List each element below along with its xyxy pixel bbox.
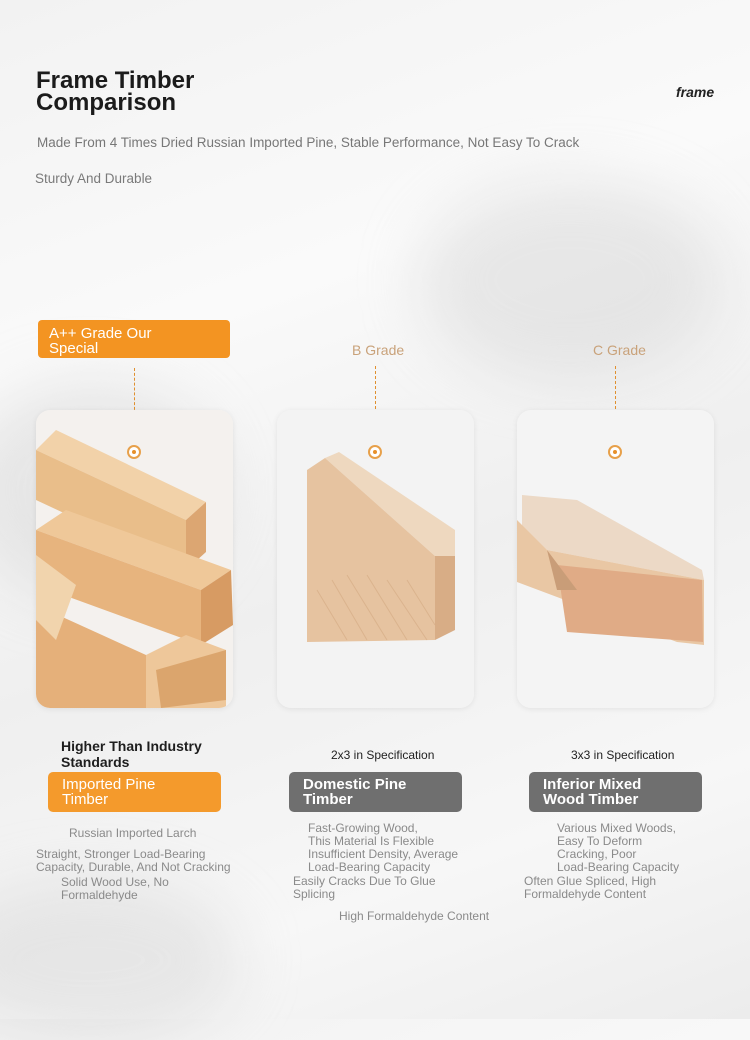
feature-note: Various Mixed Woods,	[557, 821, 676, 835]
feature-note: This Material Is Flexible	[308, 834, 435, 848]
background-shade	[0, 880, 240, 1040]
marker-dot	[127, 445, 141, 459]
feature-note: Insufficient Density, Average	[308, 847, 459, 861]
page-subtitle: Made From 4 Times Dried Russian Imported Pine, Stable Performance, Not Easy To Crack	[37, 135, 580, 150]
feature-note: Russian Imported Larch	[69, 826, 197, 840]
grade-label-b: B Grade	[352, 342, 405, 358]
feature-note: Load-Bearing Capacity	[308, 860, 431, 874]
grade-badge-a-plus	[38, 320, 230, 358]
pill-line-2: Timber	[62, 791, 109, 808]
brand-logo: frame	[676, 84, 715, 100]
material-pill-inferior	[529, 772, 702, 812]
material-pill-domestic	[289, 772, 462, 812]
feature-note: Splicing	[293, 887, 336, 901]
feature-note: Straight, Stronger Load-Bearing	[36, 847, 206, 861]
feature-note: Often Glue Spliced, High	[524, 874, 657, 888]
spec-label-c: 3x3 in Specification	[571, 748, 675, 762]
page-subtitle-secondary: Sturdy And Durable	[35, 171, 153, 186]
title-line-1: Frame Timber	[36, 67, 195, 94]
spec-label-b: 2x3 in Specification	[331, 748, 435, 762]
feature-note: Formaldehyde	[61, 888, 138, 902]
background-shade	[420, 180, 720, 380]
grade-badge-line-1: A++ Grade Our	[49, 325, 152, 342]
marker-dot	[608, 445, 622, 459]
material-pill-imported	[48, 772, 221, 812]
feature-note: High Formaldehyde Content	[339, 909, 490, 923]
headline-line-1: Higher Than Industry	[61, 738, 202, 754]
feature-note: Easily Cracks Due To Glue	[293, 874, 436, 888]
feature-note: Capacity, Durable, And Not Cracking	[36, 860, 231, 874]
page-title	[36, 67, 195, 116]
headline-line-2: Standards	[61, 754, 130, 770]
feature-note: Formaldehyde Content	[524, 887, 647, 901]
feature-note: Cracking, Poor	[557, 847, 637, 861]
feature-note: Fast-Growing Wood,	[308, 821, 418, 835]
column-headline-a-plus	[61, 738, 202, 770]
feature-note: Easy To Deform	[557, 834, 643, 848]
feature-note: Solid Wood Use, No	[61, 875, 169, 889]
pill-line-1: Domestic Pine	[303, 776, 407, 793]
pill-line-2: Timber	[303, 791, 353, 808]
pill-line-2: Wood Timber	[543, 791, 639, 808]
feature-note: Load-Bearing Capacity	[557, 860, 680, 874]
marker-dot	[368, 445, 382, 459]
grade-label-c: C Grade	[593, 342, 646, 358]
title-line-2: Comparison	[36, 89, 177, 116]
grade-badge-line-2: Special	[49, 340, 99, 357]
pill-line-1: Imported Pine	[62, 776, 156, 793]
pill-line-1: Inferior Mixed	[543, 776, 642, 793]
